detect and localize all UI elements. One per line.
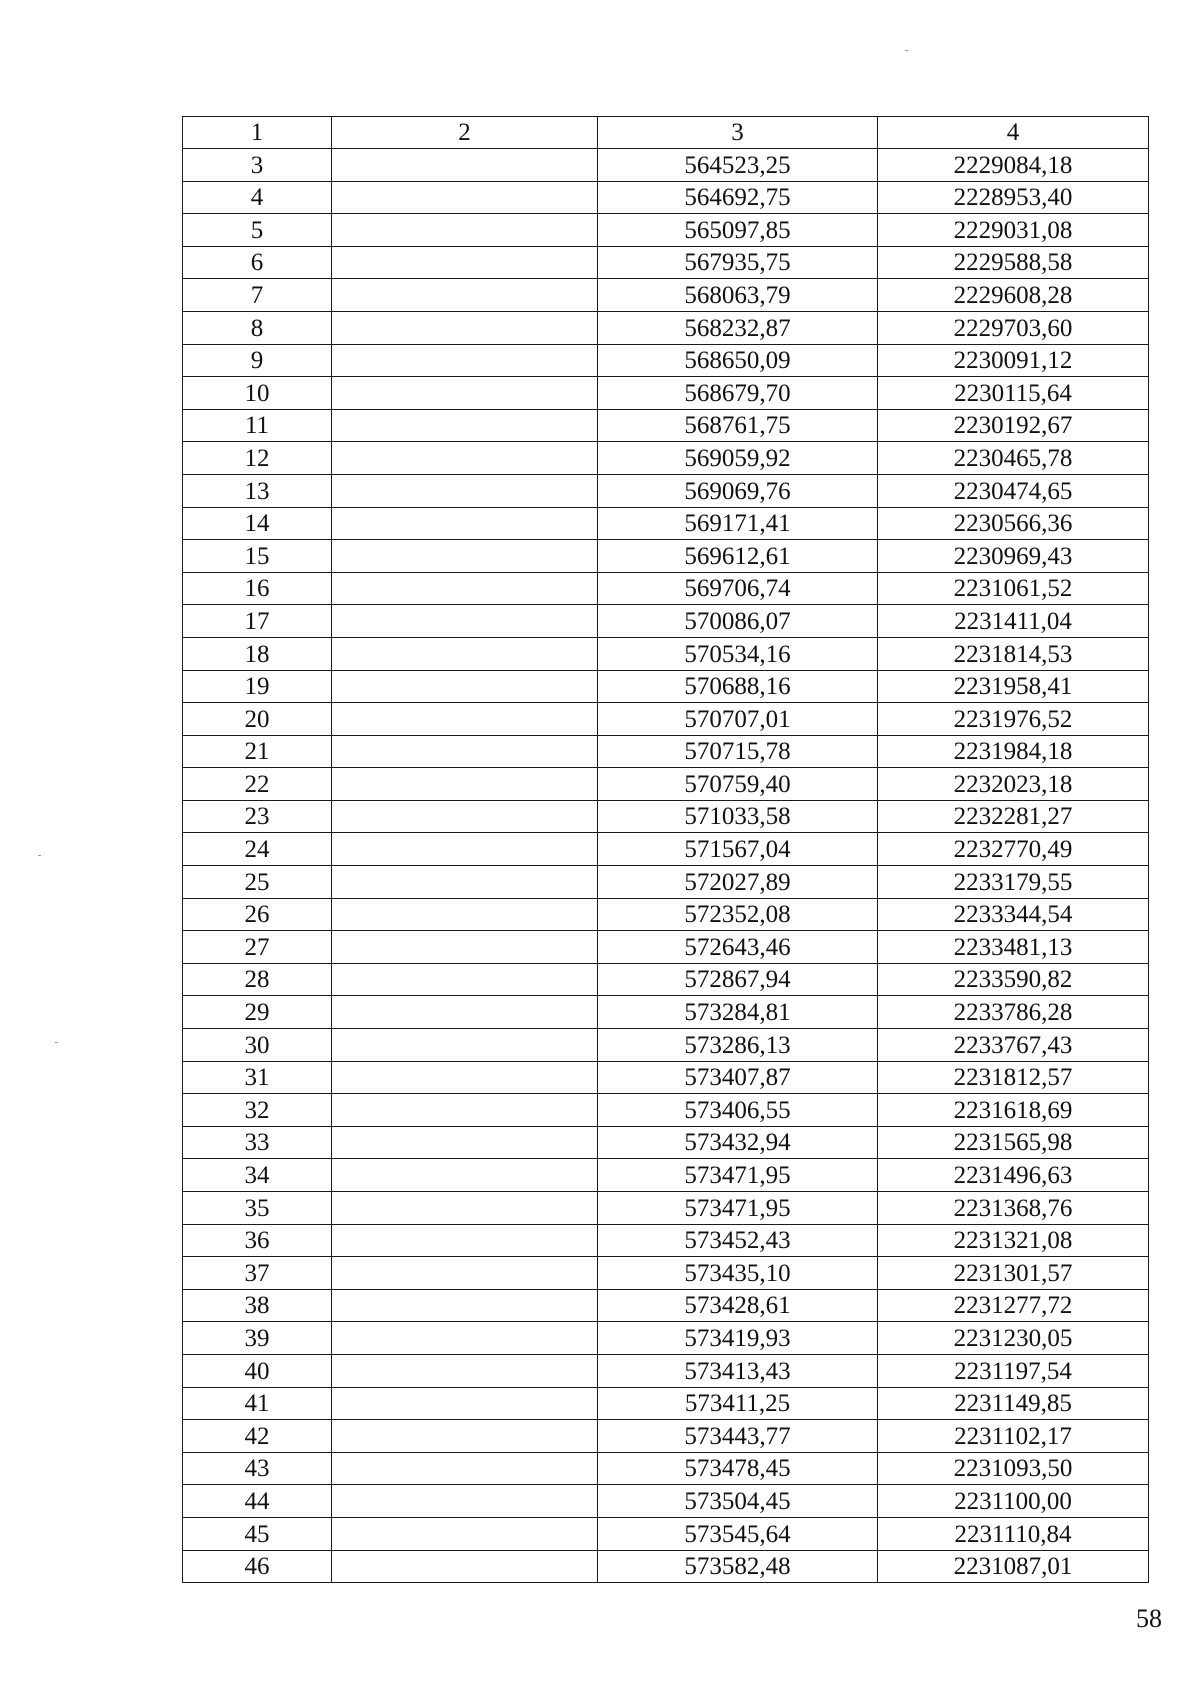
table-cell-col-1: 29 <box>183 996 332 1029</box>
table-cell-col-4: 2229031,08 <box>878 214 1149 247</box>
table-cell-col-2 <box>332 1420 598 1453</box>
table-cell-col-2 <box>332 800 598 833</box>
table-cell-col-4: 2231102,17 <box>878 1420 1149 1453</box>
table-row <box>183 1094 1149 1127</box>
table-row <box>183 1289 1149 1322</box>
table-cell-col-2 <box>332 670 598 703</box>
table-cell-col-3: 573452,43 <box>598 1224 878 1257</box>
table-row <box>183 149 1149 182</box>
table-cell-col-3: 564692,75 <box>598 181 878 214</box>
table-row <box>183 670 1149 703</box>
table-cell-col-1: 12 <box>183 442 332 475</box>
table-cell-col-4: 2231958,41 <box>878 670 1149 703</box>
table-cell-col-4: 2231368,76 <box>878 1192 1149 1225</box>
table-cell-col-1: 21 <box>183 735 332 768</box>
table-cell-col-1: 17 <box>183 605 332 638</box>
table-cell-col-2 <box>332 507 598 540</box>
table-cell-col-4: 2229084,18 <box>878 149 1149 182</box>
table-cell-col-3: 573471,95 <box>598 1192 878 1225</box>
table-row <box>183 735 1149 768</box>
table-row <box>183 1159 1149 1192</box>
scan-speck <box>38 855 41 856</box>
table-cell-col-3: 573428,61 <box>598 1289 878 1322</box>
table-cell-col-1: 30 <box>183 1029 332 1062</box>
table-cell-col-3: 573545,64 <box>598 1517 878 1550</box>
table-cell-col-2 <box>332 246 598 279</box>
table-row <box>183 866 1149 899</box>
table-cell-col-4: 2230091,12 <box>878 344 1149 377</box>
table-cell-col-3: 573411,25 <box>598 1387 878 1420</box>
table-cell-col-1: 44 <box>183 1485 332 1518</box>
table-cell-col-1: 23 <box>183 800 332 833</box>
table-cell-col-4: 2231087,01 <box>878 1550 1149 1583</box>
table-cell-col-1: 5 <box>183 214 332 247</box>
table-cell-col-3: 572867,94 <box>598 963 878 996</box>
table-cell-col-1: 15 <box>183 540 332 573</box>
table-header-row <box>183 117 1149 149</box>
table-cell-col-3: 564523,25 <box>598 149 878 182</box>
table-cell-col-1: 46 <box>183 1550 332 1583</box>
table-cell-col-1: 24 <box>183 833 332 866</box>
table-cell-col-2 <box>332 1387 598 1420</box>
table-cell-col-2 <box>332 344 598 377</box>
table-cell-col-2 <box>332 442 598 475</box>
page-number: 58 <box>1136 1604 1162 1633</box>
table-cell-col-3: 569612,61 <box>598 540 878 573</box>
table-cell-col-1: 9 <box>183 344 332 377</box>
table-row <box>183 572 1149 605</box>
table-cell-col-3: 570715,78 <box>598 735 878 768</box>
table-cell-col-3: 573413,43 <box>598 1354 878 1387</box>
table-cell-col-2 <box>332 311 598 344</box>
table-cell-col-2 <box>332 768 598 801</box>
table-row <box>183 1192 1149 1225</box>
table-cell-col-4: 2231496,63 <box>878 1159 1149 1192</box>
table-cell-col-3: 573471,95 <box>598 1159 878 1192</box>
table-cell-col-3: 572352,08 <box>598 898 878 931</box>
table-row <box>183 214 1149 247</box>
table-row <box>183 898 1149 931</box>
table-cell-col-1: 37 <box>183 1257 332 1290</box>
table-cell-col-1: 39 <box>183 1322 332 1355</box>
table-cell-col-4: 2231814,53 <box>878 637 1149 670</box>
table-cell-col-4: 2233767,43 <box>878 1029 1149 1062</box>
table-cell-col-4: 2230969,43 <box>878 540 1149 573</box>
table-cell-col-4: 2233344,54 <box>878 898 1149 931</box>
table-cell-col-1: 43 <box>183 1452 332 1485</box>
table-cell-col-1: 13 <box>183 474 332 507</box>
table-cell-col-3: 568232,87 <box>598 311 878 344</box>
table-cell-col-1: 36 <box>183 1224 332 1257</box>
table-row <box>183 833 1149 866</box>
table-cell-col-3: 571033,58 <box>598 800 878 833</box>
table-cell-col-1: 3 <box>183 149 332 182</box>
table-cell-col-1: 32 <box>183 1094 332 1127</box>
table-cell-col-4: 2229703,60 <box>878 311 1149 344</box>
table-row <box>183 1420 1149 1453</box>
table-row <box>183 279 1149 312</box>
table-cell-col-1: 16 <box>183 572 332 605</box>
table-cell-col-2 <box>332 931 598 964</box>
table-cell-col-4: 2230192,67 <box>878 409 1149 442</box>
table-cell-col-3: 568761,75 <box>598 409 878 442</box>
table-cell-col-3: 567935,75 <box>598 246 878 279</box>
table-cell-col-3: 568650,09 <box>598 344 878 377</box>
table-row <box>183 1354 1149 1387</box>
table-cell-col-4: 2230566,36 <box>878 507 1149 540</box>
table-cell-col-4: 2232023,18 <box>878 768 1149 801</box>
table-row <box>183 1485 1149 1518</box>
table-cell-col-1: 18 <box>183 637 332 670</box>
table-cell-col-3: 572027,89 <box>598 866 878 899</box>
table-cell-col-2 <box>332 474 598 507</box>
table-cell-col-3: 570534,16 <box>598 637 878 670</box>
table-cell-col-3: 568063,79 <box>598 279 878 312</box>
table-cell-col-4: 2233786,28 <box>878 996 1149 1029</box>
table-cell-col-3: 573407,87 <box>598 1061 878 1094</box>
table-cell-col-2 <box>332 703 598 736</box>
table-cell-col-1: 35 <box>183 1192 332 1225</box>
table-row <box>183 442 1149 475</box>
table-cell-col-1: 22 <box>183 768 332 801</box>
table-row <box>183 1452 1149 1485</box>
table-row <box>183 1322 1149 1355</box>
table-row <box>183 246 1149 279</box>
table-row <box>183 996 1149 1029</box>
table-cell-col-4: 2232770,49 <box>878 833 1149 866</box>
table-row <box>183 409 1149 442</box>
table-cell-col-2 <box>332 1094 598 1127</box>
table-cell-col-1: 11 <box>183 409 332 442</box>
table-cell-col-1: 8 <box>183 311 332 344</box>
table-cell-col-4: 2231618,69 <box>878 1094 1149 1127</box>
table-cell-col-4: 2231197,54 <box>878 1354 1149 1387</box>
table-row <box>183 931 1149 964</box>
table-row <box>183 311 1149 344</box>
table-cell-col-2 <box>332 279 598 312</box>
table-cell-col-4: 2230465,78 <box>878 442 1149 475</box>
table-cell-col-4: 2231149,85 <box>878 1387 1149 1420</box>
table-cell-col-4: 2231277,72 <box>878 1289 1149 1322</box>
table-cell-col-2 <box>332 1485 598 1518</box>
table-cell-col-1: 45 <box>183 1517 332 1550</box>
column-header-4: 4 <box>878 117 1149 149</box>
coordinates-table-body <box>183 117 1149 1583</box>
table-cell-col-2 <box>332 1517 598 1550</box>
table-cell-col-4: 2233179,55 <box>878 866 1149 899</box>
table-cell-col-4: 2231230,05 <box>878 1322 1149 1355</box>
table-cell-col-2 <box>332 1550 598 1583</box>
table-cell-col-3: 573435,10 <box>598 1257 878 1290</box>
table-cell-col-2 <box>332 735 598 768</box>
table-cell-col-2 <box>332 833 598 866</box>
table-cell-col-4: 2231812,57 <box>878 1061 1149 1094</box>
table-cell-col-3: 573443,77 <box>598 1420 878 1453</box>
table-cell-col-3: 570086,07 <box>598 605 878 638</box>
table-cell-col-1: 10 <box>183 377 332 410</box>
table-row <box>183 1517 1149 1550</box>
table-cell-col-2 <box>332 214 598 247</box>
table-cell-col-2 <box>332 540 598 573</box>
table-cell-col-4: 2231100,00 <box>878 1485 1149 1518</box>
table-row <box>183 474 1149 507</box>
table-cell-col-1: 14 <box>183 507 332 540</box>
table-cell-col-3: 573406,55 <box>598 1094 878 1127</box>
table-cell-col-3: 569171,41 <box>598 507 878 540</box>
table-cell-col-1: 28 <box>183 963 332 996</box>
table-cell-col-2 <box>332 409 598 442</box>
table-cell-col-2 <box>332 1354 598 1387</box>
table-cell-col-2 <box>332 181 598 214</box>
table-cell-col-1: 26 <box>183 898 332 931</box>
table-cell-col-3: 573504,45 <box>598 1485 878 1518</box>
table-cell-col-3: 570707,01 <box>598 703 878 736</box>
table-cell-col-2 <box>332 1126 598 1159</box>
table-cell-col-3: 573286,13 <box>598 1029 878 1062</box>
table-row <box>183 1550 1149 1583</box>
table-cell-col-4: 2232281,27 <box>878 800 1149 833</box>
table-cell-col-3: 573284,81 <box>598 996 878 1029</box>
table-cell-col-3: 573478,45 <box>598 1452 878 1485</box>
table-cell-col-2 <box>332 866 598 899</box>
table-cell-col-2 <box>332 1061 598 1094</box>
table-cell-col-2 <box>332 572 598 605</box>
table-cell-col-1: 42 <box>183 1420 332 1453</box>
table-row <box>183 637 1149 670</box>
table-row <box>183 507 1149 540</box>
table-cell-col-3: 573432,94 <box>598 1126 878 1159</box>
table-cell-col-4: 2233590,82 <box>878 963 1149 996</box>
table-cell-col-1: 6 <box>183 246 332 279</box>
table-cell-col-2 <box>332 1224 598 1257</box>
table-cell-col-3: 569706,74 <box>598 572 878 605</box>
table-row <box>183 800 1149 833</box>
table-row <box>183 181 1149 214</box>
table-cell-col-1: 31 <box>183 1061 332 1094</box>
table-cell-col-3: 565097,85 <box>598 214 878 247</box>
table-cell-col-3: 568679,70 <box>598 377 878 410</box>
table-cell-col-4: 2231061,52 <box>878 572 1149 605</box>
table-cell-col-2 <box>332 149 598 182</box>
column-header-1: 1 <box>183 117 332 149</box>
table-row <box>183 1061 1149 1094</box>
table-cell-col-1: 38 <box>183 1289 332 1322</box>
table-row <box>183 344 1149 377</box>
table-cell-col-3: 570688,16 <box>598 670 878 703</box>
column-header-2: 2 <box>332 117 598 149</box>
table-cell-col-4: 2231411,04 <box>878 605 1149 638</box>
table-cell-col-3: 569059,92 <box>598 442 878 475</box>
table-cell-col-4: 2231321,08 <box>878 1224 1149 1257</box>
table-cell-col-4: 2231976,52 <box>878 703 1149 736</box>
table-cell-col-1: 33 <box>183 1126 332 1159</box>
table-cell-col-4: 2231093,50 <box>878 1452 1149 1485</box>
table-cell-col-3: 569069,76 <box>598 474 878 507</box>
table-cell-col-3: 570759,40 <box>598 768 878 801</box>
table-cell-col-2 <box>332 1029 598 1062</box>
table-cell-col-4: 2230474,65 <box>878 474 1149 507</box>
table-cell-col-2 <box>332 1452 598 1485</box>
coordinates-table <box>182 116 1149 1583</box>
table-row <box>183 1257 1149 1290</box>
scan-speck <box>55 1042 58 1043</box>
table-cell-col-1: 7 <box>183 279 332 312</box>
table-cell-col-2 <box>332 1159 598 1192</box>
table-cell-col-1: 40 <box>183 1354 332 1387</box>
table-row <box>183 1224 1149 1257</box>
scan-speck <box>905 50 908 51</box>
table-row <box>183 703 1149 736</box>
table-cell-col-4: 2231301,57 <box>878 1257 1149 1290</box>
table-cell-col-3: 573419,93 <box>598 1322 878 1355</box>
table-cell-col-2 <box>332 377 598 410</box>
table-cell-col-2 <box>332 1322 598 1355</box>
table-cell-col-4: 2231110,84 <box>878 1517 1149 1550</box>
table-cell-col-1: 41 <box>183 1387 332 1420</box>
table-row <box>183 377 1149 410</box>
table-cell-col-3: 573582,48 <box>598 1550 878 1583</box>
table-cell-col-4: 2230115,64 <box>878 377 1149 410</box>
table-cell-col-4: 2231984,18 <box>878 735 1149 768</box>
table-cell-col-2 <box>332 637 598 670</box>
table-cell-col-1: 34 <box>183 1159 332 1192</box>
table-cell-col-2 <box>332 963 598 996</box>
table-row <box>183 1387 1149 1420</box>
table-cell-col-1: 4 <box>183 181 332 214</box>
table-cell-col-3: 572643,46 <box>598 931 878 964</box>
table-row <box>183 605 1149 638</box>
table-row <box>183 768 1149 801</box>
table-cell-col-4: 2228953,40 <box>878 181 1149 214</box>
table-cell-col-2 <box>332 898 598 931</box>
table-cell-col-2 <box>332 1257 598 1290</box>
table-cell-col-4: 2231565,98 <box>878 1126 1149 1159</box>
table-cell-col-2 <box>332 605 598 638</box>
table-cell-col-2 <box>332 1289 598 1322</box>
table-cell-col-2 <box>332 1192 598 1225</box>
column-header-3: 3 <box>598 117 878 149</box>
table-cell-col-1: 25 <box>183 866 332 899</box>
table-cell-col-1: 19 <box>183 670 332 703</box>
table-cell-col-4: 2229588,58 <box>878 246 1149 279</box>
table-row <box>183 1029 1149 1062</box>
table-cell-col-4: 2229608,28 <box>878 279 1149 312</box>
table-cell-col-4: 2233481,13 <box>878 931 1149 964</box>
table-row <box>183 963 1149 996</box>
table-cell-col-1: 27 <box>183 931 332 964</box>
table-cell-col-3: 571567,04 <box>598 833 878 866</box>
table-row <box>183 1126 1149 1159</box>
table-cell-col-1: 20 <box>183 703 332 736</box>
table-row <box>183 540 1149 573</box>
table-cell-col-2 <box>332 996 598 1029</box>
